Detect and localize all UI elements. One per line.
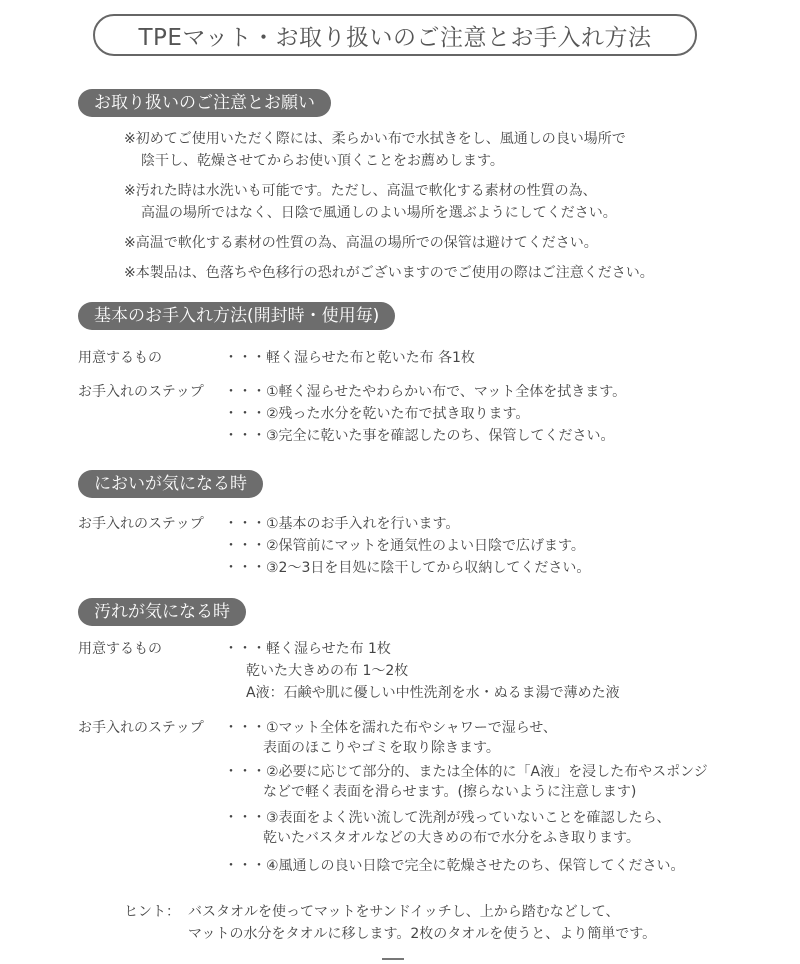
steps-label: お手入れのステップ [78,720,204,736]
step-line: ・・・①軽く湿らせたやわらかい布で、マット全体を拭きます。 [224,384,627,400]
caution-line: 高温の場所ではなく、日陰で風通しのよい場所を選ぶようにしてください。 [141,205,617,221]
step-line: ・・・②必要に応じて部分的、または全体的に「A液」を浸した布やスポンジ [224,764,708,780]
step-line: などで軽く表面を滑らせます。(擦らないように注意します) [263,784,637,800]
step-line: ・・・①マット全体を濡れた布やシャワーで湿らせ、 [224,720,557,736]
section-heading-odor: においが気になる時 [78,470,263,498]
caution-line: ※本製品は、色落ちや色移行の恐れがございますのでご使用の際はご注意ください。 [124,265,654,281]
hint-line: マットの水分をタオルに移します。2枚のタオルを使うと、より簡単です。 [188,926,657,942]
item-line: A液：石鹸や肌に優しい中性洗剤を水・ぬるま湯で薄めた液 [246,685,620,701]
items-label: 用意するもの [78,350,162,366]
item-line: ・・・軽く湿らせた布と乾いた布 各1枚 [224,350,475,366]
steps-label: お手入れのステップ [78,516,204,532]
step-line: 表面のほこりやゴミを取り除きます。 [263,740,500,756]
item-line: 乾いた大きめの布 1〜2枚 [246,663,409,679]
section-heading-caution: お取り扱いのご注意とお願い [78,89,331,117]
step-line: ・・・③2〜3日を目処に陰干してから収納してください。 [224,560,591,576]
hint-line: バスタオルを使ってマットをサンドイッチし、上から踏むなどして、 [188,904,620,920]
step-line: ・・・②残った水分を乾いた布で拭き取ります。 [224,406,530,422]
page-footer-mark [382,952,412,964]
caution-line: 陰干し、乾燥させてからお使い頂くことをお薦めします。 [141,153,504,169]
steps-label: お手入れのステップ [78,384,204,400]
page-title-box [93,14,697,56]
section-heading-basic: 基本のお手入れ方法(開封時・使用毎) [78,302,395,330]
page-title: TPEマット・お取り扱いのご注意とお手入れ方法 [138,24,652,51]
caution-line: ※汚れた時は水洗いも可能です。ただし、高温で軟化する素材の性質の為、 [124,183,597,199]
item-line: ・・・軽く湿らせた布 1枚 [224,641,391,657]
caution-line: ※高温で軟化する素材の性質の為、高温の場所での保管は避けてください。 [124,235,598,251]
items-label: 用意するもの [78,641,162,657]
step-line: ・・・③完全に乾いた事を確認したのち、保管してください。 [224,428,615,444]
step-line: ・・・③表面をよく洗い流して洗剤が残っていないことを確認したら、 [224,810,671,826]
section-heading-dirt: 汚れが気になる時 [78,598,246,626]
hint-label: ヒント： [124,904,180,920]
step-line: ・・・②保管前にマットを通気性のよい日陰で広げます。 [224,538,585,554]
step-line: 乾いたバスタオルなどの大きめの布で水分をふき取ります。 [263,830,640,846]
caution-line: ※初めてご使用いただく際には、柔らかい布で水拭きをし、風通しの良い場所で [124,131,626,147]
step-line: ・・・④風通しの良い日陰で完全に乾燥させたのち、保管してください。 [224,858,685,874]
step-line: ・・・①基本のお手入れを行います。 [224,516,460,532]
